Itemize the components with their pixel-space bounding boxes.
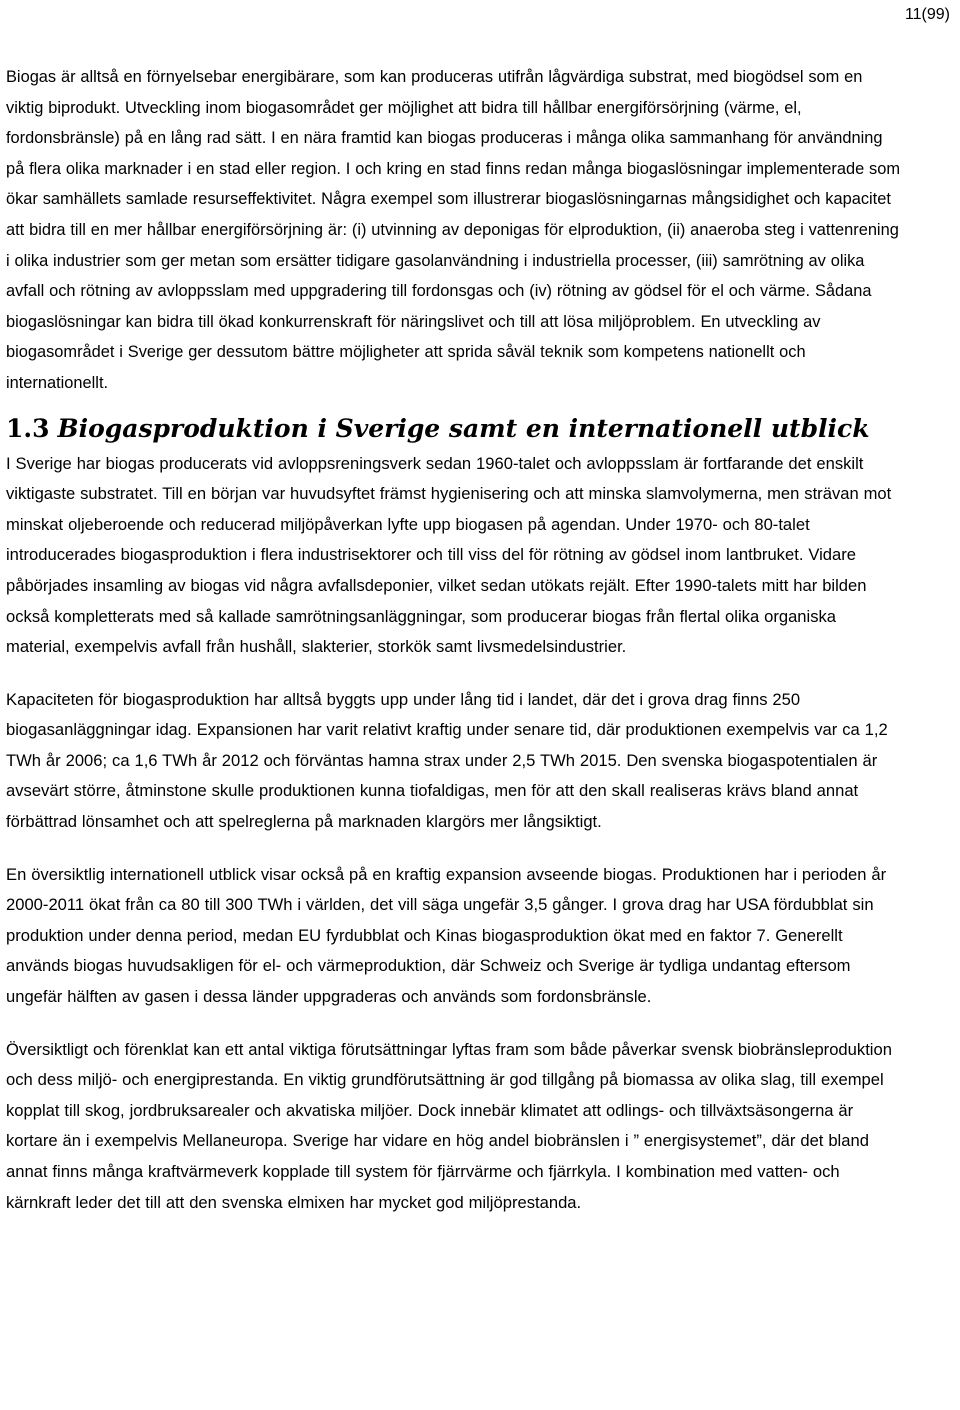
document-body <box>6 62 904 1218</box>
paragraph-capacity: Kapaciteten för biogasproduktion har alltså byggts upp under lång tid i landet, där det i grova drag finns 250 biogasanläggningar idag. Expansionen har varit relativt kraftig under senare tid, där produktionen exempelvis var ca 1,2 TWh år 2006; ca 1,6 TWh år 2012 och förväntas hamna strax under 2,5 TWh 2015. Den svenska biogaspotentialen är avsevärt större, åtminstone skulle produktionen kunna tiofaldigas, men för att den skall realiseras krävs bland annat förbättrad lönsamhet och att spelreglerna på marknaden klargörs mer långsiktigt. <box>6 689 888 832</box>
paragraph-biogas-intro: Biogas är alltså en förnyelsebar energibärare, som kan produceras utifrån lågvärdiga substrat, med biogödsel som en viktig biprodukt. Utveckling inom biogasområdet ger möjlighet att bidra till hållbar energiförsörjning (värme, el, fordonsbränsle) på en lång rad sätt. I en nära framtid kan biogas produceras i många olika sammanhang för användning på flera olika marknader i en stad eller region. I och kring en stad finns redan många biogaslösningar implementerade som ökar samhällets samlade resurseffektivitet. Några exempel som illustrerar biogaslösningarnas mångsidighet och kapacitet att bidra till en mer hållbar energiförsörjning är: (i) utvinning av deponigas för elproduktion, (ii) anaeroba steg i vattenrening i olika industrier som ger metan som ersätter tidigare gasolanvändning i industriella processer, (iii) samrötning av olika avfall och rötning av avloppsslam med uppgradering till fordonsgas och (iv) rötning av gödsel för el och värme. Sådana biogaslösningar kan bidra till ökad konkurrenskraft för näringslivet och till att lösa miljöproblem. En utveckling av biogasområdet i Sverige ger dessutom bättre möjligheter att sprida såväl teknik som kompetens nationellt och internationellt. <box>6 68 901 392</box>
section-number: 1.3 <box>6 413 50 443</box>
page-number: 11(99) <box>904 6 950 23</box>
section-heading <box>6 409 904 449</box>
paragraph-international: En översiktlig internationell utblick visar också på en kraftig expansion avseende biogas. Produktionen har i perioden år 2000-2011 ökat från ca 80 till 300 TWh i världen, det vill säga ungefär 3,5 gånger. I grova drag har USA fördubblat sin produktion under denna period, medan EU fyrdubblat och Kinas biogasproduktion ökat med en faktor 7. Generellt används biogas huvudsakligen för el- och värmeproduktion, där Schweiz och Sverige är tydliga undantag eftersom ungefär hälften av gasen i dessa länder uppgraderas och används som fordonsbränsle. <box>6 864 887 1007</box>
paragraph-conditions: Översiktligt och förenklat kan ett antal viktiga förutsättningar lyftas fram som både påverkar svensk biobränsleproduktion och dess miljö- och energiprestanda. En viktig grundförutsättning är god tillgång på biomassa av olika slag, till exempel kopplat till skog, jordbruksarealer och akvatiska miljöer. Dock innebär klimatet att odlings- och tillväxtsäsongerna är kortare än i exempelvis Mellaneuropa. Sverige har vidare en hög andel biobränslen i ” energisystemet”, där det bland annat finns många kraftvärmeverk kopplade till system för fjärrvärme och fjärrkyla. I kombination med vatten- och kärnkraft leder det till att den svenska elmixen har mycket god miljöprestanda. <box>6 1039 892 1212</box>
section-title: Biogasproduktion i Sverige samt en internationell utblick <box>57 413 870 443</box>
paragraph-history: I Sverige har biogas producerats vid avloppsreningsverk sedan 1960-talet och avloppsslam är fortfarande det enskilt viktigaste substratet. Till en början var huvudsyftet främst hygienisering och att minska slamvolymerna, men strävan mot minskat oljeberoende och reducerad miljöpåverkan lyfte upp biogasen på agendan. Under 1970- och 80-talet introducerades biogasproduktion i flera industrisektorer och till viss del för rötning av gödsel inom lantbruket. Vidare påbörjades insamling av biogas vid några avfallsdeponier, vilket sedan utökats rejält. Efter 1990-talets mitt har bilden också kompletterats med så kallade samrötningsanläggningar, som producerar biogas från flertal olika organiska material, exempelvis avfall från hushåll, slakterier, storkök samt livsmedelsindustrier. <box>6 453 892 657</box>
